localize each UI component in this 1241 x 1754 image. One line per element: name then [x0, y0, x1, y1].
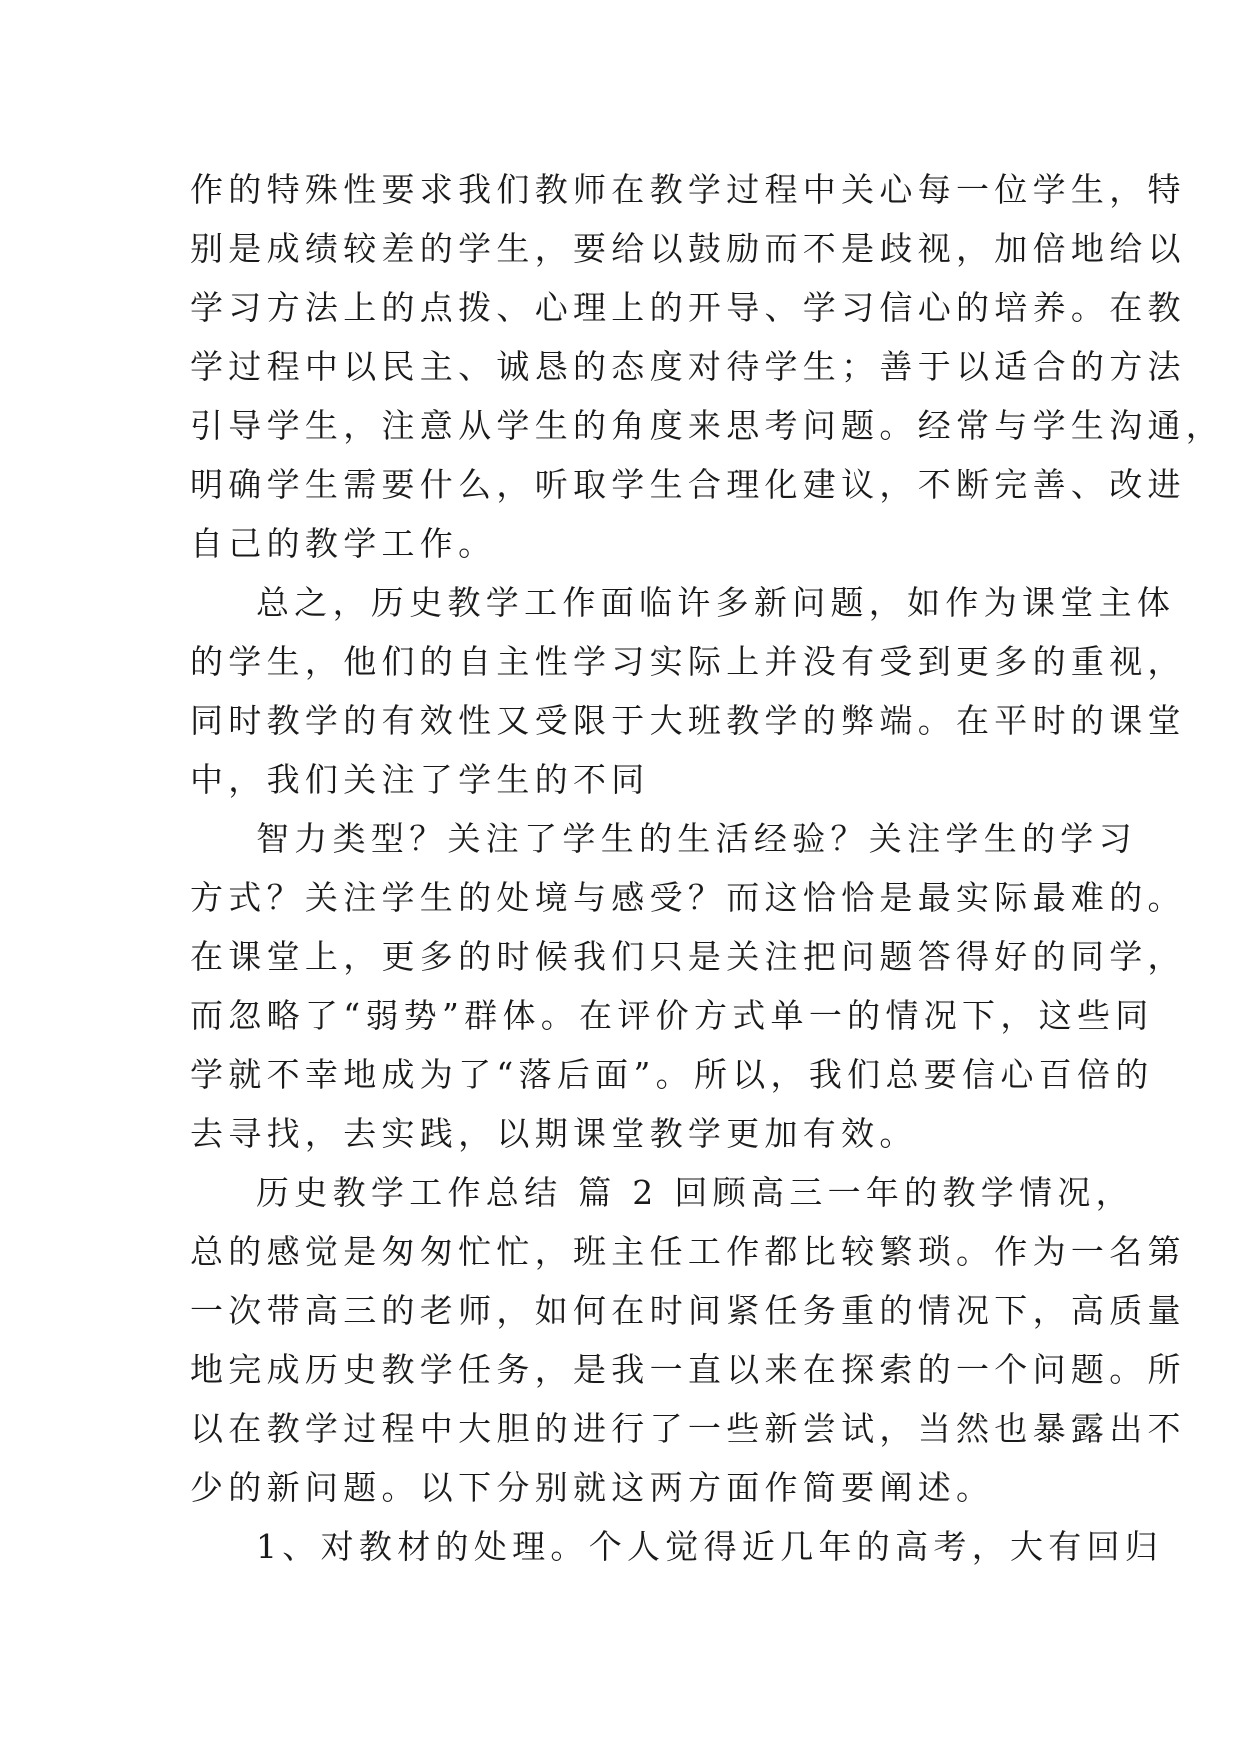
text-line: 作的特殊性要求我们教师在教学过程中关心每一位学生，特: [190, 170, 1186, 209]
text-line: 1、对教材的处理。个人觉得近几年的高考，大有回归: [256, 1527, 1164, 1566]
text-line: 而忽略了“弱势”群体。在评价方式单一的情况下，这些同: [190, 996, 1154, 1035]
text-line: 的学生，他们的自主性学习实际上并没有受到更多的重视，: [190, 642, 1186, 681]
text-line: 明确学生需要什么，听取学生合理化建议，不断完善、改进: [190, 465, 1186, 504]
text-line: 学习方法上的点拨、心理上的开导、学习信心的培养。在教: [190, 288, 1186, 327]
text-line: 学就不幸地成为了“落后面”。所以，我们总要信心百倍的: [190, 1055, 1154, 1094]
text-line: 智力类型？关注了学生的生活经验？关注学生的学习: [256, 819, 1137, 858]
text-line: 以在教学过程中大胆的进行了一些新尝试，当然也暴露出不: [190, 1409, 1186, 1448]
body-text: [190, 160, 1225, 1576]
text-line: 在课堂上，更多的时候我们只是关注把问题答得好的同学，: [190, 937, 1186, 976]
text-line: 总的感觉是匆匆忙忙，班主任工作都比较繁琐。作为一名第: [190, 1232, 1186, 1271]
text-line: 中，我们关注了学生的不同: [190, 760, 650, 799]
text-line: 历史教学工作总结 篇 2 回顾高三一年的教学情况，: [256, 1173, 1134, 1212]
text-line: 学过程中以民主、诚恳的态度对待学生；善于以适合的方法: [190, 347, 1186, 386]
text-line: 少的新问题。以下分别就这两方面作简要阐述。: [190, 1468, 995, 1507]
text-line: 去寻找，去实践，以期课堂教学更加有效。: [190, 1114, 918, 1153]
text-line: 同时教学的有效性又受限于大班教学的弊端。在平时的课堂: [190, 701, 1186, 740]
text-line: 自己的教学工作。: [190, 524, 497, 563]
text-line: 引导学生，注意从学生的角度来思考问题。经常与学生沟通，: [190, 406, 1225, 445]
text-line: 方式？关注学生的处境与感受？而这恰恰是最实际最难的。: [190, 878, 1186, 917]
text-line: 总之，历史教学工作面临许多新问题，如作为课堂主体: [256, 583, 1176, 622]
text-line: 地完成历史教学任务，是我一直以来在探索的一个问题。所: [190, 1350, 1186, 1389]
text-line: 别是成绩较差的学生，要给以鼓励而不是歧视，加倍地给以: [190, 229, 1186, 268]
text-line: 一次带高三的老师，如何在时间紧任务重的情况下，高质量: [190, 1291, 1186, 1330]
